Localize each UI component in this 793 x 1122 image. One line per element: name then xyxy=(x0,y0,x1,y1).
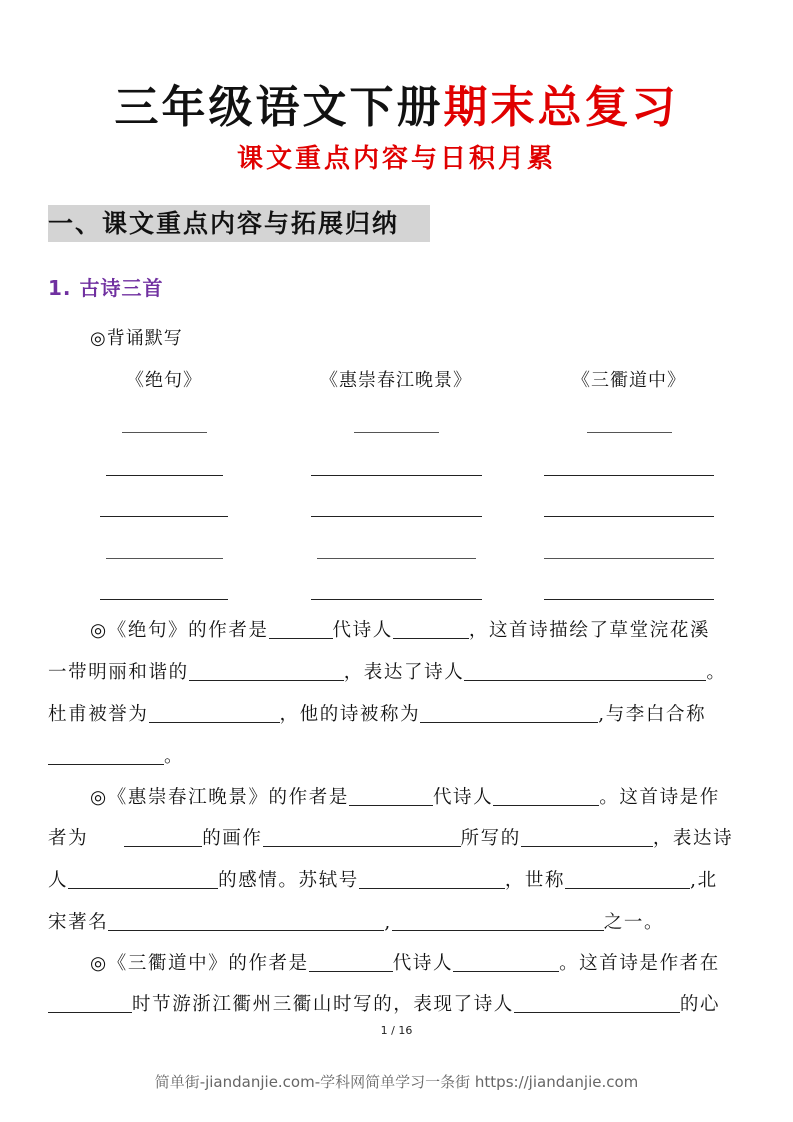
question-jueju-line3: 杜甫被誉为 ，他的诗被称为 ,与李白合称 xyxy=(48,704,707,725)
footer-watermark: 简单街-jiandanjie.com-学科网简单学习一条街 https://jiandanjie.com xyxy=(154,1073,639,1091)
title-red: 期末总复习 xyxy=(443,82,679,133)
answer-blank[interactable] xyxy=(521,828,653,847)
page-subtitle: 课文重点内容与日积月累 xyxy=(236,144,556,174)
recite-blank[interactable] xyxy=(354,432,439,433)
recite-blank[interactable] xyxy=(122,432,207,433)
question-sanqu-line2: 时节游浙江衢州三衢山时写的，表现了诗人 的心 xyxy=(48,993,720,1017)
recite-blank[interactable] xyxy=(106,558,223,559)
answer-blank[interactable] xyxy=(149,704,280,723)
recite-blank[interactable] xyxy=(106,475,223,476)
lesson-heading: 1. 古诗三首 xyxy=(48,276,164,300)
answer-blank[interactable] xyxy=(349,787,433,806)
answer-blank[interactable] xyxy=(68,870,218,889)
title-black: 三年级语文下册 xyxy=(114,82,444,133)
question-huichong-line1: ◎《惠崇春江晚景》的作者是 代诗人 。这首诗是作 xyxy=(90,787,720,808)
section-heading: 一、课文重点内容与拓展归纳 xyxy=(48,205,430,242)
answer-blank[interactable] xyxy=(269,620,333,639)
page-title xyxy=(0,82,793,134)
recite-blank[interactable] xyxy=(100,516,228,517)
answer-blank[interactable] xyxy=(263,828,461,847)
answer-blank[interactable] xyxy=(392,912,604,931)
answer-blank[interactable] xyxy=(48,994,132,1013)
question-jueju-line4: 。 xyxy=(48,745,184,769)
answer-blank[interactable] xyxy=(514,994,680,1013)
answer-blank[interactable] xyxy=(189,662,344,681)
recite-blank[interactable] xyxy=(311,599,482,600)
recite-blank[interactable] xyxy=(587,432,672,433)
answer-blank[interactable] xyxy=(493,787,599,806)
answer-blank[interactable] xyxy=(565,870,690,889)
answer-blank[interactable] xyxy=(464,662,706,681)
question-huichong-line4: 宋著名 , 之一。 xyxy=(48,912,665,933)
poem-title-jueju: 《绝句》 xyxy=(126,370,202,391)
answer-blank[interactable] xyxy=(309,953,393,972)
recite-label: ◎背诵默写 xyxy=(90,328,183,349)
recite-blank[interactable] xyxy=(544,558,714,559)
page-number: 1 / 16 xyxy=(380,1024,413,1037)
answer-blank[interactable] xyxy=(420,704,598,723)
answer-blank[interactable] xyxy=(48,746,164,765)
answer-blank[interactable] xyxy=(359,870,505,889)
answer-blank[interactable] xyxy=(108,912,384,931)
recite-blank[interactable] xyxy=(317,558,476,559)
recite-blank[interactable] xyxy=(544,475,714,476)
recite-blank[interactable] xyxy=(100,599,228,600)
answer-blank[interactable] xyxy=(453,953,559,972)
answer-blank[interactable] xyxy=(393,620,469,639)
answer-blank[interactable] xyxy=(124,828,202,847)
question-huichong-line3: 人 的感情。苏轼号 ，世称 ,北 xyxy=(48,870,718,891)
recite-blank[interactable] xyxy=(544,516,714,517)
poem-title-huichong: 《惠崇春江晚景》 xyxy=(320,370,472,391)
recite-blank[interactable] xyxy=(544,599,714,600)
poem-title-sanqu: 《三衢道中》 xyxy=(572,370,686,391)
recite-blank[interactable] xyxy=(311,516,482,517)
recite-blank[interactable] xyxy=(311,475,482,476)
question-huichong-line2: 者为 的画作 所写的 ，表达诗 xyxy=(48,828,734,849)
question-jueju-line1: ◎《绝句》的作者是 代诗人 ，这首诗描绘了草堂浣花溪 xyxy=(90,620,711,641)
question-sanqu-line1: ◎《三衢道中》的作者是 代诗人 。这首诗是作者在 xyxy=(90,953,720,974)
question-jueju-line2: 一带明丽和谐的 ，表达了诗人 。 xyxy=(48,662,727,683)
